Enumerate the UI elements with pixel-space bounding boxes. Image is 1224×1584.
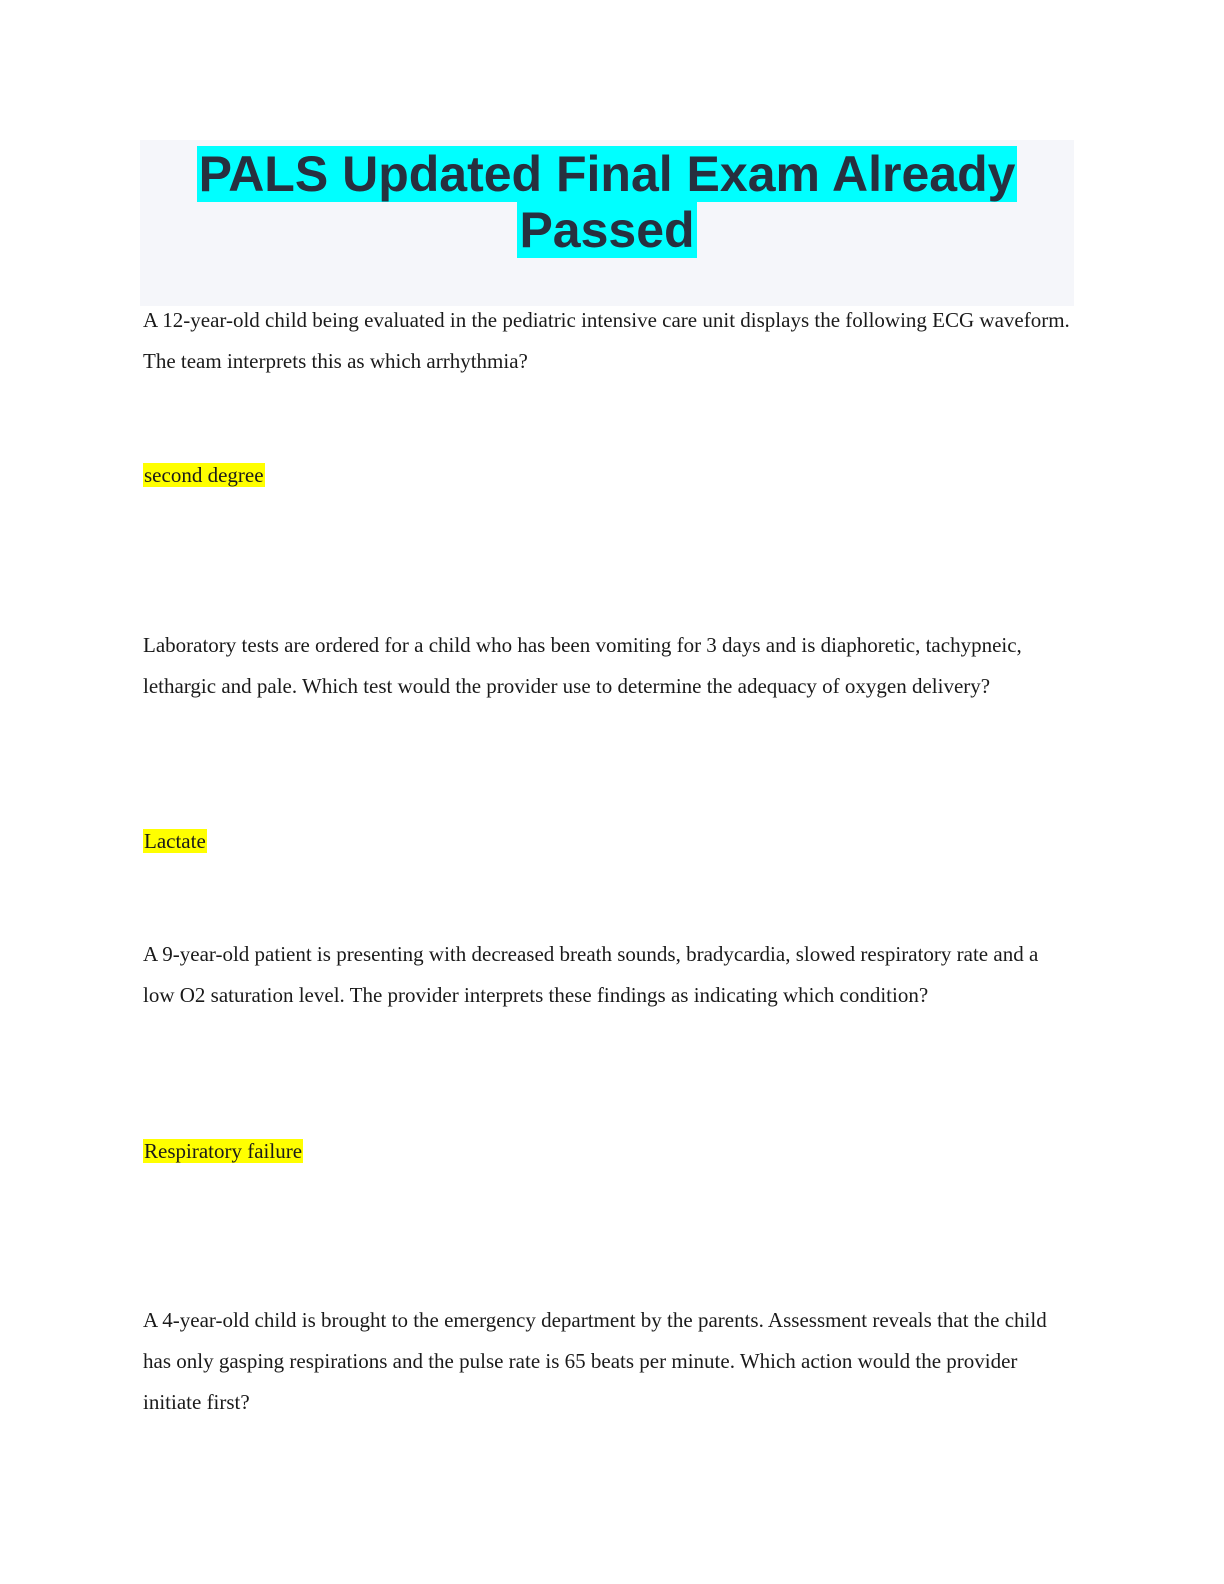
answer-1-highlight: second degree <box>144 463 264 487</box>
question-4: A 4-year-old child is brought to the emergency department by the parents. Assessment reveals that the child has only gasping respirations and the pulse rate is 65 beats per minute. Which action would the provider initiate first? <box>143 1308 1047 1414</box>
question-1: A 12-year-old child being evaluated in the pediatric intensive care unit displays the following ECG waveform. The team interprets this as which arrhythmia? <box>143 308 1070 373</box>
title-line-1: PALS Updated Final Exam Already <box>198 146 1016 202</box>
answer-2-highlight: Lactate <box>144 829 206 853</box>
answer-1 <box>143 462 265 488</box>
answer-3 <box>143 1138 303 1164</box>
title-banner <box>140 140 1074 306</box>
page-title <box>197 146 1018 258</box>
question-3: A 9-year-old patient is presenting with decreased breath sounds, bradycardia, slowed respiratory rate and a low O2 saturation level. The provider interprets these findings as indicating which condition? <box>143 942 1039 1007</box>
question-2: Laboratory tests are ordered for a child who has been vomiting for 3 days and is diaphoretic, tachypneic, lethargic and pale. Which test would the provider use to determine the adequacy of oxygen delivery? <box>143 633 1022 698</box>
answer-2 <box>143 828 207 854</box>
title-line-2: Passed <box>519 202 695 258</box>
answer-3-highlight: Respiratory failure <box>144 1139 303 1163</box>
